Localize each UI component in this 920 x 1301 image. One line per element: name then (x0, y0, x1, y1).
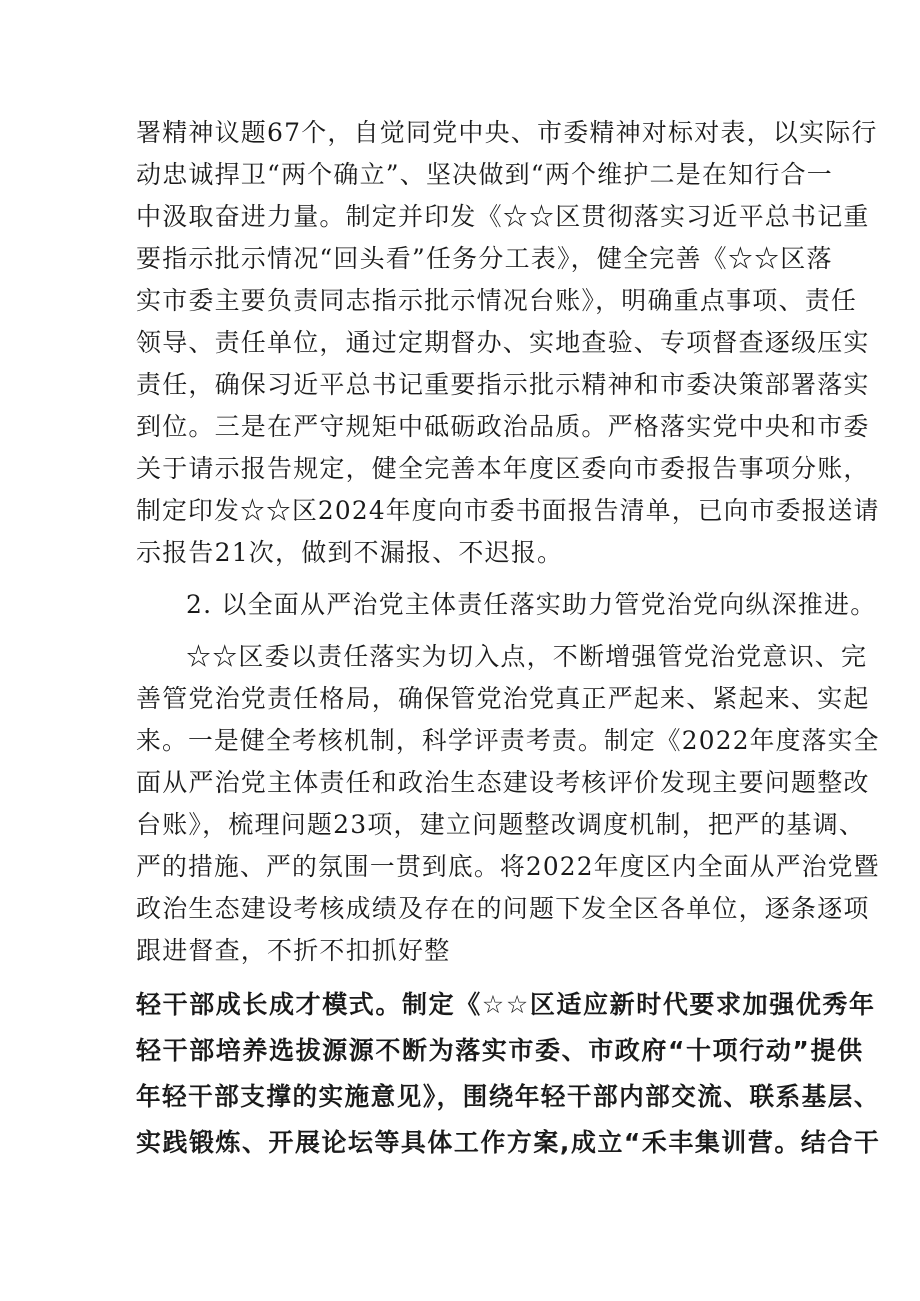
bold-text-line: 年轻干部支撑的实施意见》，围绕年轻干部内部交流、联系基层、 (136, 1082, 880, 1111)
bold-text-line: 轻干部培养选拔源源不断为落实市委、市政府“十项行动”提供 (136, 1036, 864, 1065)
bold-text-line: 轻干部成长成才模式。制定《☆☆区适应新时代要求加强优秀年 (136, 990, 876, 1019)
body-text-line: 动忠诚捍卫“两个确立”、坚决做到“两个维护二是在知行合一 (136, 160, 833, 189)
body-text-line: 台账》，梳理问题23项，建立问题整改调度机制，把严的基调、 (136, 810, 866, 839)
body-text-line: 来。一是健全考核机制，科学评责考责。制定《2022年度落实全 (136, 726, 880, 755)
body-text-line: 政治生态建设考核成绩及存在的问题下发全区各单位，逐条逐项 (136, 894, 870, 923)
body-text-line: 署精神议题67个，自觉同党中央、市委精神对标对表，以实际行 (136, 118, 878, 147)
body-text-line: 严的措施、严的氛围一贯到底。将2022年度区内全面从严治党暨 (136, 852, 880, 881)
body-text-line: 实市委主要负责同志指示批示情况台账》，明确重点事项、责任 (136, 286, 858, 315)
body-text-line: 责任，确保习近平总书记重要指示批示精神和市委决策部署落实 (136, 370, 870, 399)
body-text-line: 示报告21次，做到不漏报、不迟报。 (136, 538, 564, 567)
section-heading: 2. 以全面从严治党主体责任落实助力管党治党向纵深推进。 (186, 590, 877, 619)
body-text-line: 跟进督查，不折不扣抓好整 (136, 936, 451, 965)
body-text-line: 中汲取奋进力量。制定并印发《☆☆区贯彻落实习近平总书记重 (136, 202, 870, 231)
body-text-line: 关于请示报告规定，健全完善本年度区委向市委报告事项分账， (136, 454, 870, 483)
body-text-line: 制定印发☆☆区2024年度向市委书面报告清单，已向市委报送请 (136, 496, 880, 525)
body-text-line: 面从严治党主体责任和政治生态建设考核评价发现主要问题整改 (136, 768, 870, 797)
body-text-line: 领导、责任单位，通过定期督办、实地查验、专项督查逐级压实 (136, 328, 870, 357)
bold-text-line: 实践锻炼、开展论坛等具体工作方案,成立“禾丰集训营。结合干 (136, 1128, 881, 1157)
body-text-line: 到位。三是在严守规矩中砥砺政治品质。严格落实党中央和市委 (136, 412, 870, 441)
body-text-line: 要指示批示情况“回头看”任务分工表》，健全完善《☆☆区落 (136, 244, 833, 273)
body-text-line: ☆☆区委以责任落实为切入点，不断增强管党治党意识、完 (186, 642, 868, 671)
body-text-line: 善管党治党责任格局，确保管党治党真正严起来、紧起来、实起 (136, 684, 870, 713)
